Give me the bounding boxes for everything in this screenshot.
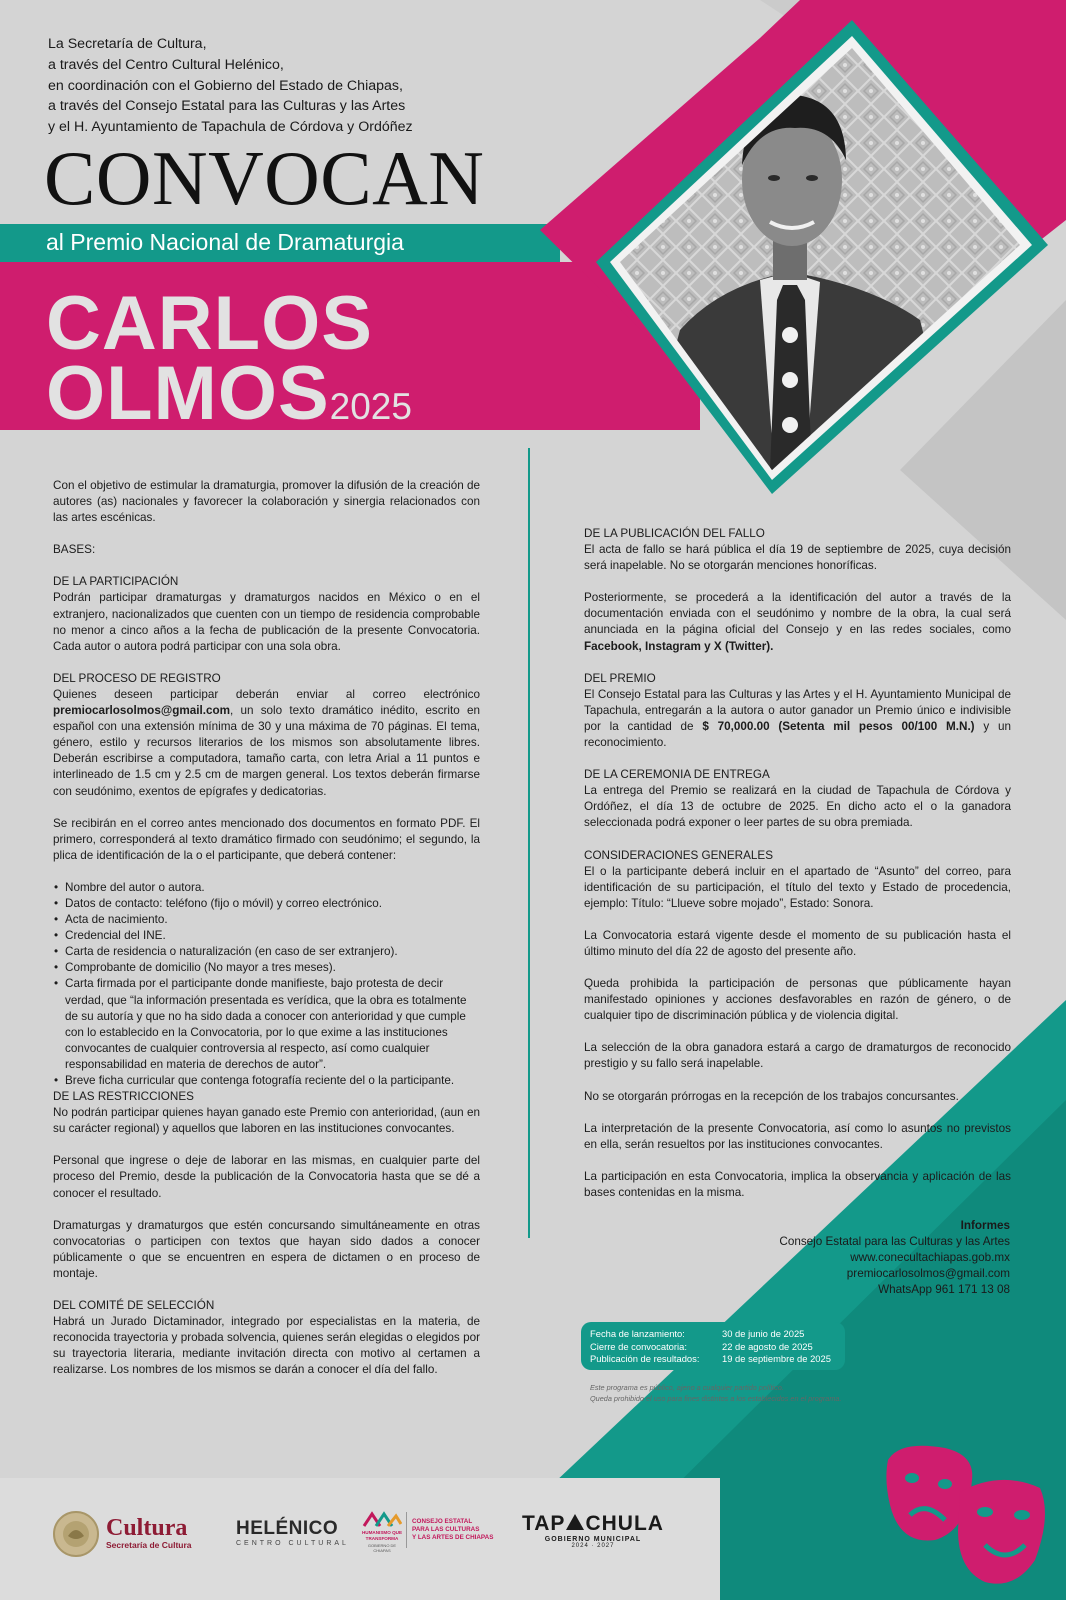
year: 2025 xyxy=(329,386,412,427)
logo-helenico xyxy=(236,1518,349,1547)
subtitle: al Premio Nacional de Dramaturgia xyxy=(46,229,404,255)
convocan-title: CONVOCAN xyxy=(44,135,485,221)
left-column xyxy=(53,478,480,1395)
intro-line: a través del Centro Cultural Helénico, xyxy=(48,56,284,73)
date-label: Fecha de lanzamiento: xyxy=(590,1328,685,1339)
date-label: Cierre de convocatoria: xyxy=(590,1340,687,1352)
humanismo-logo-icon xyxy=(362,1510,402,1530)
list-item: • Nombre del autor o autora. xyxy=(65,880,480,896)
logo-tapachula xyxy=(522,1512,664,1549)
comite-heading: DEL COMITÉ DE SELECCIÓN xyxy=(53,1299,215,1313)
helenico-subtitle: CENTRO CULTURAL xyxy=(236,1540,349,1547)
tapachula-part-a: TAP xyxy=(522,1512,566,1535)
premio-amount: $ 70,000.00 (Setenta mil pesos 00/100 M.N.) xyxy=(702,719,975,733)
logo-consejo xyxy=(360,1510,500,1554)
registro-text xyxy=(53,687,480,800)
premio-heading: DEL PREMIO xyxy=(584,671,656,685)
logo-separator xyxy=(406,1512,407,1548)
date-value: 19 de septiembre de 2025 xyxy=(722,1353,831,1364)
name-line-1: CARLOS xyxy=(46,281,373,366)
date-value: 22 de agosto de 2025 xyxy=(722,1340,813,1352)
informes-line: Consejo Estatal para las Culturas y las Artes xyxy=(779,1235,1010,1249)
consejo-line: Y LAS ARTES DE CHIAPAS xyxy=(412,1534,494,1541)
name-line-2 xyxy=(46,351,412,436)
consideraciones-text: La selección de la obra ganadora estará a cargo de dramaturgos de reconocido prestigio y su fallo será inapelable. xyxy=(584,1041,1011,1071)
legal-line: Queda prohibido el uso para fines distintos a los establecidos en el programa. xyxy=(590,1394,842,1403)
intro-lines xyxy=(48,34,413,138)
fallo-text: El acta de fallo se hará pública el día 19 de septiembre de 2025, cuya decisión será inapelable. No se otorgarán menciones honoríficas. xyxy=(584,543,1011,573)
premio-pre: El Consejo Estatal para las Culturas y las Artes y el H. Ayuntamiento Municipal de Tapachula, entregarán a la autora o autor ganador un Premio único e indivisible por la cantidad de xyxy=(584,687,1011,733)
list-item: • Credencial del INE. xyxy=(65,928,480,944)
list-item: • Carta firmada por el participante donde manifieste, bajo protesta de decir verdad, que “la información presentada es verídica, que la obra es totalmente de su autoría y que no ha sido dada a conocer con anterioridad y que cumple con lo establecido en la Convocatoria, por lo que exime a las instituciones convocantes de cualquier controversia al respecto, así como cualquier responsabilidad en materia de derechos de autor”. xyxy=(65,976,480,1073)
premio-post: y un reconocimiento. xyxy=(584,719,1011,750)
legal-notice xyxy=(590,1382,842,1404)
national-seal-icon xyxy=(52,1510,100,1558)
participacion-text: Podrán participar dramaturgas y dramaturgos nacidos en México o en el extranjero, nacionalizados que cuenten con un tiempo de residencia comprobable no menor a cinco años a la fecha de publicación de la presente Convocatoria. Cada autor o autora podrá participar con una sola obra. xyxy=(53,591,480,653)
informes-title: Informes xyxy=(960,1219,1010,1232)
date-label: Publicación de resultados: xyxy=(590,1353,700,1364)
humanismo-text: HUMANISMO QUE TRANSFORMA xyxy=(361,1530,403,1541)
helenico-wordmark: HELÉNICO xyxy=(236,1518,339,1539)
cultura-wordmark: Cultura xyxy=(106,1515,188,1541)
list-item: • Carta de residencia o naturalización (en caso de ser extranjero). xyxy=(65,944,480,960)
informes-whatsapp: WhatsApp 961 171 13 08 xyxy=(878,1283,1010,1297)
restricciones-text: No podrán participar quienes hayan ganado este Premio con anterioridad, (aun en su carácter regional) y aquellos que laboren en las instituciones convocantes. xyxy=(53,1106,480,1136)
registro-pre: Quienes deseen participar deberán enviar al correo electrónico xyxy=(53,687,480,701)
comite-text: Habrá un Jurado Dictaminador, integrado por especialistas en la materia, de reconocida trayectoria y probada solvencia, quienes serán elegidas o elegidos por su trayectoria literaria, mediante invitación directa con motivo al certamen a realizarse. Los nombres de los mismos se darán a conocer el día del fallo. xyxy=(53,1315,480,1377)
social-networks: Facebook, Instagram y X (Twitter). xyxy=(584,639,774,653)
legal-line: Este programa es público, ajeno a cualquier partido político. xyxy=(590,1383,784,1392)
informes-block xyxy=(700,1218,1010,1298)
intro-line: La Secretaría de Cultura, xyxy=(48,36,207,52)
ceremonia-heading: DE LA CEREMONIA DE ENTREGA xyxy=(584,768,770,782)
registro-post: , un solo texto dramático inédito, escrito en español con una extensión mínima de 30 y una máxima de 70 páginas. El tema, género, estilo y recursos literarios de los mismos son absolutamente libres. Deberán escribirse a computadora, tamaño carta, con letra Arial a 11 puntos e interlineado de 1.5 cm y 2.5 cm de margen general. Los textos deberán firmarse con seudónimo, exentos de epígrafes y dedicatorias. xyxy=(53,704,480,798)
restricciones-text: Dramaturgas y dramaturgos que estén concursando simultáneamente en otras convocatorias o participen con textos que hayan sido dados a conocer públicamente o que se encuentren en espera de dictamen o en proceso de montaje. xyxy=(53,1218,480,1280)
informes-website[interactable]: www.conecultachiapas.gob.mx xyxy=(850,1251,1010,1265)
list-item: • Acta de nacimiento. xyxy=(65,912,480,928)
pyramid-icon xyxy=(566,1514,584,1530)
date-row xyxy=(590,1353,845,1366)
tapachula-wordmark xyxy=(522,1512,664,1536)
premio-text xyxy=(584,687,1011,751)
cultura-subtitle: Secretaría de Cultura xyxy=(106,1540,192,1550)
fallo-text-2 xyxy=(584,590,1011,654)
dates-box xyxy=(581,1322,845,1370)
tapachula-subtitle: GOBIERNO MUNICIPAL xyxy=(544,1536,642,1543)
fallo-pre: Posteriormente, se procederá a la identificación del autor a través de la documentación enviada con el seudónimo y nombre de la obra, la cual será anunciada en la página oficial del Consejo y en las redes sociales, como xyxy=(584,591,1011,637)
intro-line: en coordinación con el Gobierno del Estado de Chiapas, xyxy=(48,77,403,94)
tapachula-years: 2024 · 2027 xyxy=(571,1543,615,1549)
informes-email[interactable]: premiocarlosolmos@gmail.com xyxy=(846,1267,1010,1281)
restricciones-heading: DE LAS RESTRICCIONES xyxy=(53,1090,194,1104)
tapachula-part-b: CHULA xyxy=(585,1512,664,1535)
consejo-line: PARA LAS CULTURAS xyxy=(412,1526,480,1533)
registro-heading: DEL PROCESO DE REGISTRO xyxy=(53,671,221,685)
date-row xyxy=(590,1328,845,1341)
registro-email: premiocarlosolmos@gmail.com xyxy=(53,704,231,718)
name-olmos: OLMOS xyxy=(46,351,330,436)
requirements-list xyxy=(53,880,480,1089)
consideraciones-heading: CONSIDERACIONES GENERALES xyxy=(584,848,773,862)
consejo-line: CONSEJO ESTATAL xyxy=(412,1518,473,1525)
ceremonia-text: La entrega del Premio se realizará en la ciudad de Tapachula de Córdova y Ordóñez, el día 13 de octubre de 2025. En dicho acto el o la ganadora seleccionada podrá exponer o leer partes de su obra premiada. xyxy=(584,784,1011,830)
consideraciones-text: La interpretación de la presente Convocatoria, así como lo asuntos no previstos en ella, serán resueltos por las instituciones convocantes. xyxy=(584,1121,1011,1151)
documentos-text: Se recibirán en el correo antes mencionado dos documentos en formato PDF. El primero, corresponderá al texto dramático firmado con seudónimo; el segundo, la plica de identificación de la o el participante, que deberá contener: xyxy=(53,816,480,862)
list-item: • Breve ficha curricular que contenga fotografía reciente del o la participante. xyxy=(65,1073,480,1089)
intro-line: y el H. Ayuntamiento de Tapachula de Córdova y Ordóñez xyxy=(48,119,413,136)
consideraciones-text: El o la participante deberá incluir en el apartado de “Asunto” del correo, para identificación de su participación, el título del texto y Estado de procedencia, ejemplo: Título: “Llueve sobre mojado”, Estado: Sonora. xyxy=(584,864,1011,910)
intro-line: a través del Consejo Estatal para las Culturas y las Artes xyxy=(48,98,406,115)
list-item: • Datos de contacto: teléfono (fijo o móvil) y correo electrónico. xyxy=(65,896,480,912)
column-divider xyxy=(528,448,530,1238)
date-value: 30 de junio de 2025 xyxy=(722,1328,805,1339)
intro-paragraph: Con el objetivo de estimular la dramaturgia, promover la difusión de la creación de autores (as) nacionales y favorecer la colaboración y sinergia relacionados con las artes escénicas. xyxy=(53,479,480,525)
fallo-heading: DE LA PUBLICACIÓN DEL FALLO xyxy=(584,527,765,540)
consideraciones-text: No se otorgarán prórrogas en la recepción de los trabajos concursantes. xyxy=(584,1089,959,1103)
list-item: • Comprobante de domicilio (No mayor a tres meses). xyxy=(65,960,480,976)
restricciones-text: Personal que ingrese o deje de laborar en las mismas, en cualquier parte del proceso del Premio, desde la publicación de la Convocatoria hasta que se dé a conocer el resultado. xyxy=(53,1154,480,1200)
consideraciones-text: Queda prohibida la participación de personas que públicamente hayan manifestado opiniones y acciones desfavorables en razón de género, o de cualquier tipo de discriminación pública y de violencia digital. xyxy=(584,977,1011,1023)
consideraciones-text: La Convocatoria estará vigente desde el momento de su publicación hasta el último minuto del día 22 de agosto del presente año. xyxy=(584,928,1011,958)
consejo-text xyxy=(412,1518,493,1542)
right-column xyxy=(584,526,1011,1217)
humanismo-subtitle: GOBIERNO DE CHIAPAS xyxy=(367,1543,397,1553)
date-row xyxy=(590,1341,845,1354)
participacion-heading: DE LA PARTICIPACIÓN xyxy=(53,575,179,589)
bases-heading: BASES: xyxy=(53,543,96,557)
consideraciones-text: La participación en esta Convocatoria, implica la observancia y aplicación de las bases contenidas en la misma. xyxy=(584,1169,1011,1199)
